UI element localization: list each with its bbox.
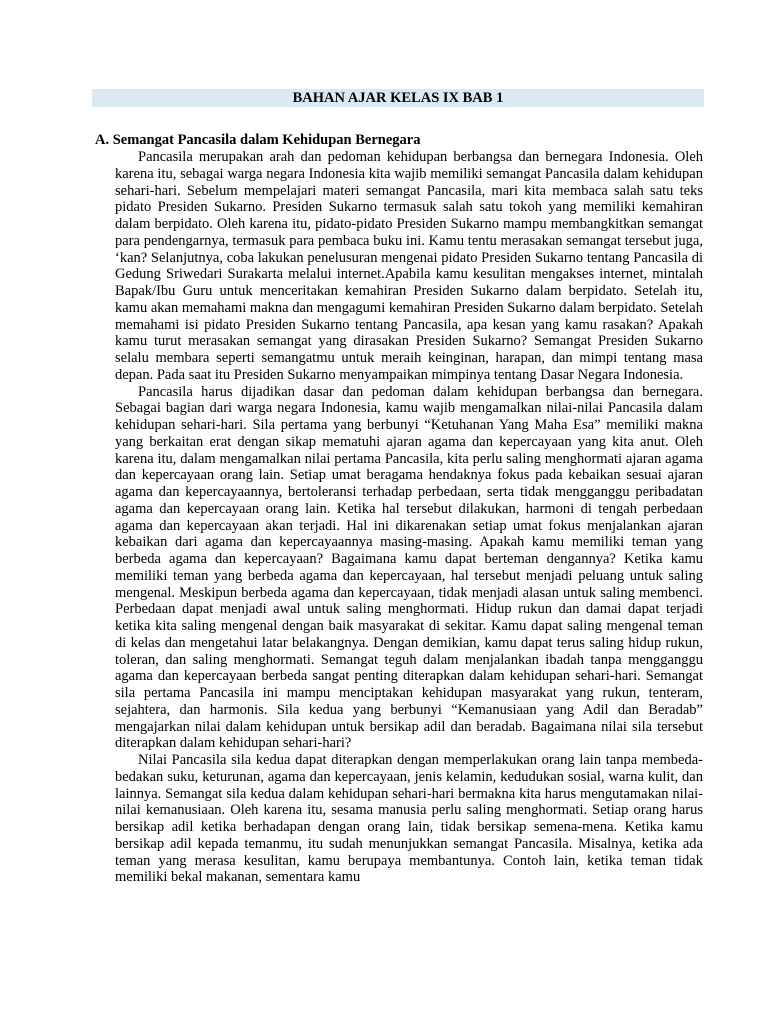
- paragraph: Pancasila harus dijadikan dasar dan pedoman dalam kehidupan berbangsa dan bernegara. Sebagai bagian dari warga negara Indonesia, kamu wajib mengamalkan nilai-nilai Pancasila dalam kehidupan sehari-hari. Sila pertama yang berbunyi “Ketuhanan Yang Maha Esa” memiliki makna yang berkaitan erat dengan sikap mematuhi ajaran agama dan kepercayaan yang kita anut. Oleh karena itu, dalam mengamalkan nilai pertama Pancasila, kita perlu saling menghormati ajaran agama dan kepercayaan orang lain. Setiap umat beragama hendaknya fokus pada kebaikan sesuai ajaran agama dan kepercayaannya, bertoleransi terhadap perbedaan, serta tidak mengganggu peribadatan agama dan kepercayaan orang lain. Ketika hal tersebut dilakukan, harmoni di tengah perbedaan agama dan kepercayaan akan terjadi. Hal ini dikarenakan setiap umat fokus menjalankan ajaran kebaikan dari agama dan kepercayaannya masing-masing. Apakah kamu memiliki teman yang berbeda agama dan kepercayaan? Bagaimana kamu dapat berteman dengannya? Ketika kamu memiliki teman yang berbeda agama dan kepercayaan, hal tersebut menjadi peluang untuk saling mengenal. Meskipun berbeda agama dan kepercayaan, tidak menjadi alasan untuk saling membenci. Perbedaan dapat menjadi awal untuk saling menghormati. Hidup rukun dan damai dapat terjadi ketika kita saling mengenal dengan baik masyarakat di sekitar. Kamu dapat saling mengenal teman di kelas dan mengetahui latar belakangnya. Dengan demikian, kamu dapat terus saling hidup rukun, toleran, dan saling menghormati. Semangat teguh dalam menjalankan ibadah tanpa mengganggu agama dan kepercayaan berbeda sangat penting diterapkan dalam kehidupan sehari-hari. Semangat sila pertama Pancasila ini mampu menciptakan kehidupan masyarakat yang rukun, tenteram, sejahtera, dan harmonis. Sila kedua yang berbunyi “Kemanusiaan yang Adil dan Beradab” mengajarkan nilai dalam kehidupan untuk bersikap adil dan beradab. Bagaimana nilai sila tersebut diterapkan dalam kehidupan sehari-hari?: [115, 383, 703, 752]
- section-heading: A. Semangat Pancasila dalam Kehidupan Bernegara: [95, 132, 421, 148]
- paragraph: Nilai Pancasila sila kedua dapat diterapkan dengan memperlakukan orang lain tanpa membeda-bedakan suku, keturunan, agama dan kepercayaan, jenis kelamin, kedudukan sosial, warna kulit, dan lainnya. Semangat sila kedua dalam kehidupan sehari-hari bermakna kita harus mengutamakan nilai-nilai kemanusiaan. Oleh karena itu, sesama manusia perlu saling menghormati. Setiap orang harus bersikap adil ketika berhadapan dengan orang lain, tidak bersikap semena-mena. Ketika kamu bersikap adil kepada temanmu, itu sudah menunjukkan semangat Pancasila. Misalnya, ketika ada teman yang merasa kesulitan, kamu berupaya membantunya. Contoh lain, ketika teman tidak memiliki bekal makanan, sementara kamu: [115, 752, 703, 886]
- body-text: [115, 149, 703, 886]
- document-title: BAHAN AJAR KELAS IX BAB 1: [292, 90, 504, 106]
- paragraph: Pancasila merupakan arah dan pedoman kehidupan berbangsa dan bernegara Indonesia. Oleh karena itu, sebagai warga negara Indonesia kita wajib memiliki semangat Pancasila dalam kehidupan sehari-hari. Sebelum mempelajari materi semangat Pancasila, mari kita membaca salah satu teks pidato Presiden Sukarno. Presiden Sukarno termasuk salah satu tokoh yang memiliki kemahiran dalam berpidato. Oleh karena itu, pidato-pidato Presiden Sukarno mampu membangkitkan semangat para pendengarnya, termasuk para pembaca buku ini. Kamu tentu merasakan semangat tersebut juga, ‘kan? Selanjutnya, coba lakukan penelusuran mengenai pidato Presiden Sukarno tentang Pancasila di Gedung Sriwedari Surakarta melalui internet.Apabila kamu kesulitan mengakses internet, mintalah Bapak/Ibu Guru untuk menceritakan kemahiran Presiden Sukarno dalam berpidato. Setelah itu, kamu akan memahami makna dan mengagumi kemahiran Presiden Sukarno dalam berpidato. Setelah memahami isi pidato Presiden Sukarno tentang Pancasila, apa kesan yang kamu rasakan? Apakah kamu turut merasakan semangat yang dirasakan Presiden Sukarno? Semangat Presiden Sukarno selalu membara seperti semangatmu untuk meraih keinginan, harapan, dan mimpi tentang masa depan. Pada saat itu Presiden Sukarno menyampaikan mimpinya tentang Dasar Negara Indonesia.: [115, 149, 703, 383]
